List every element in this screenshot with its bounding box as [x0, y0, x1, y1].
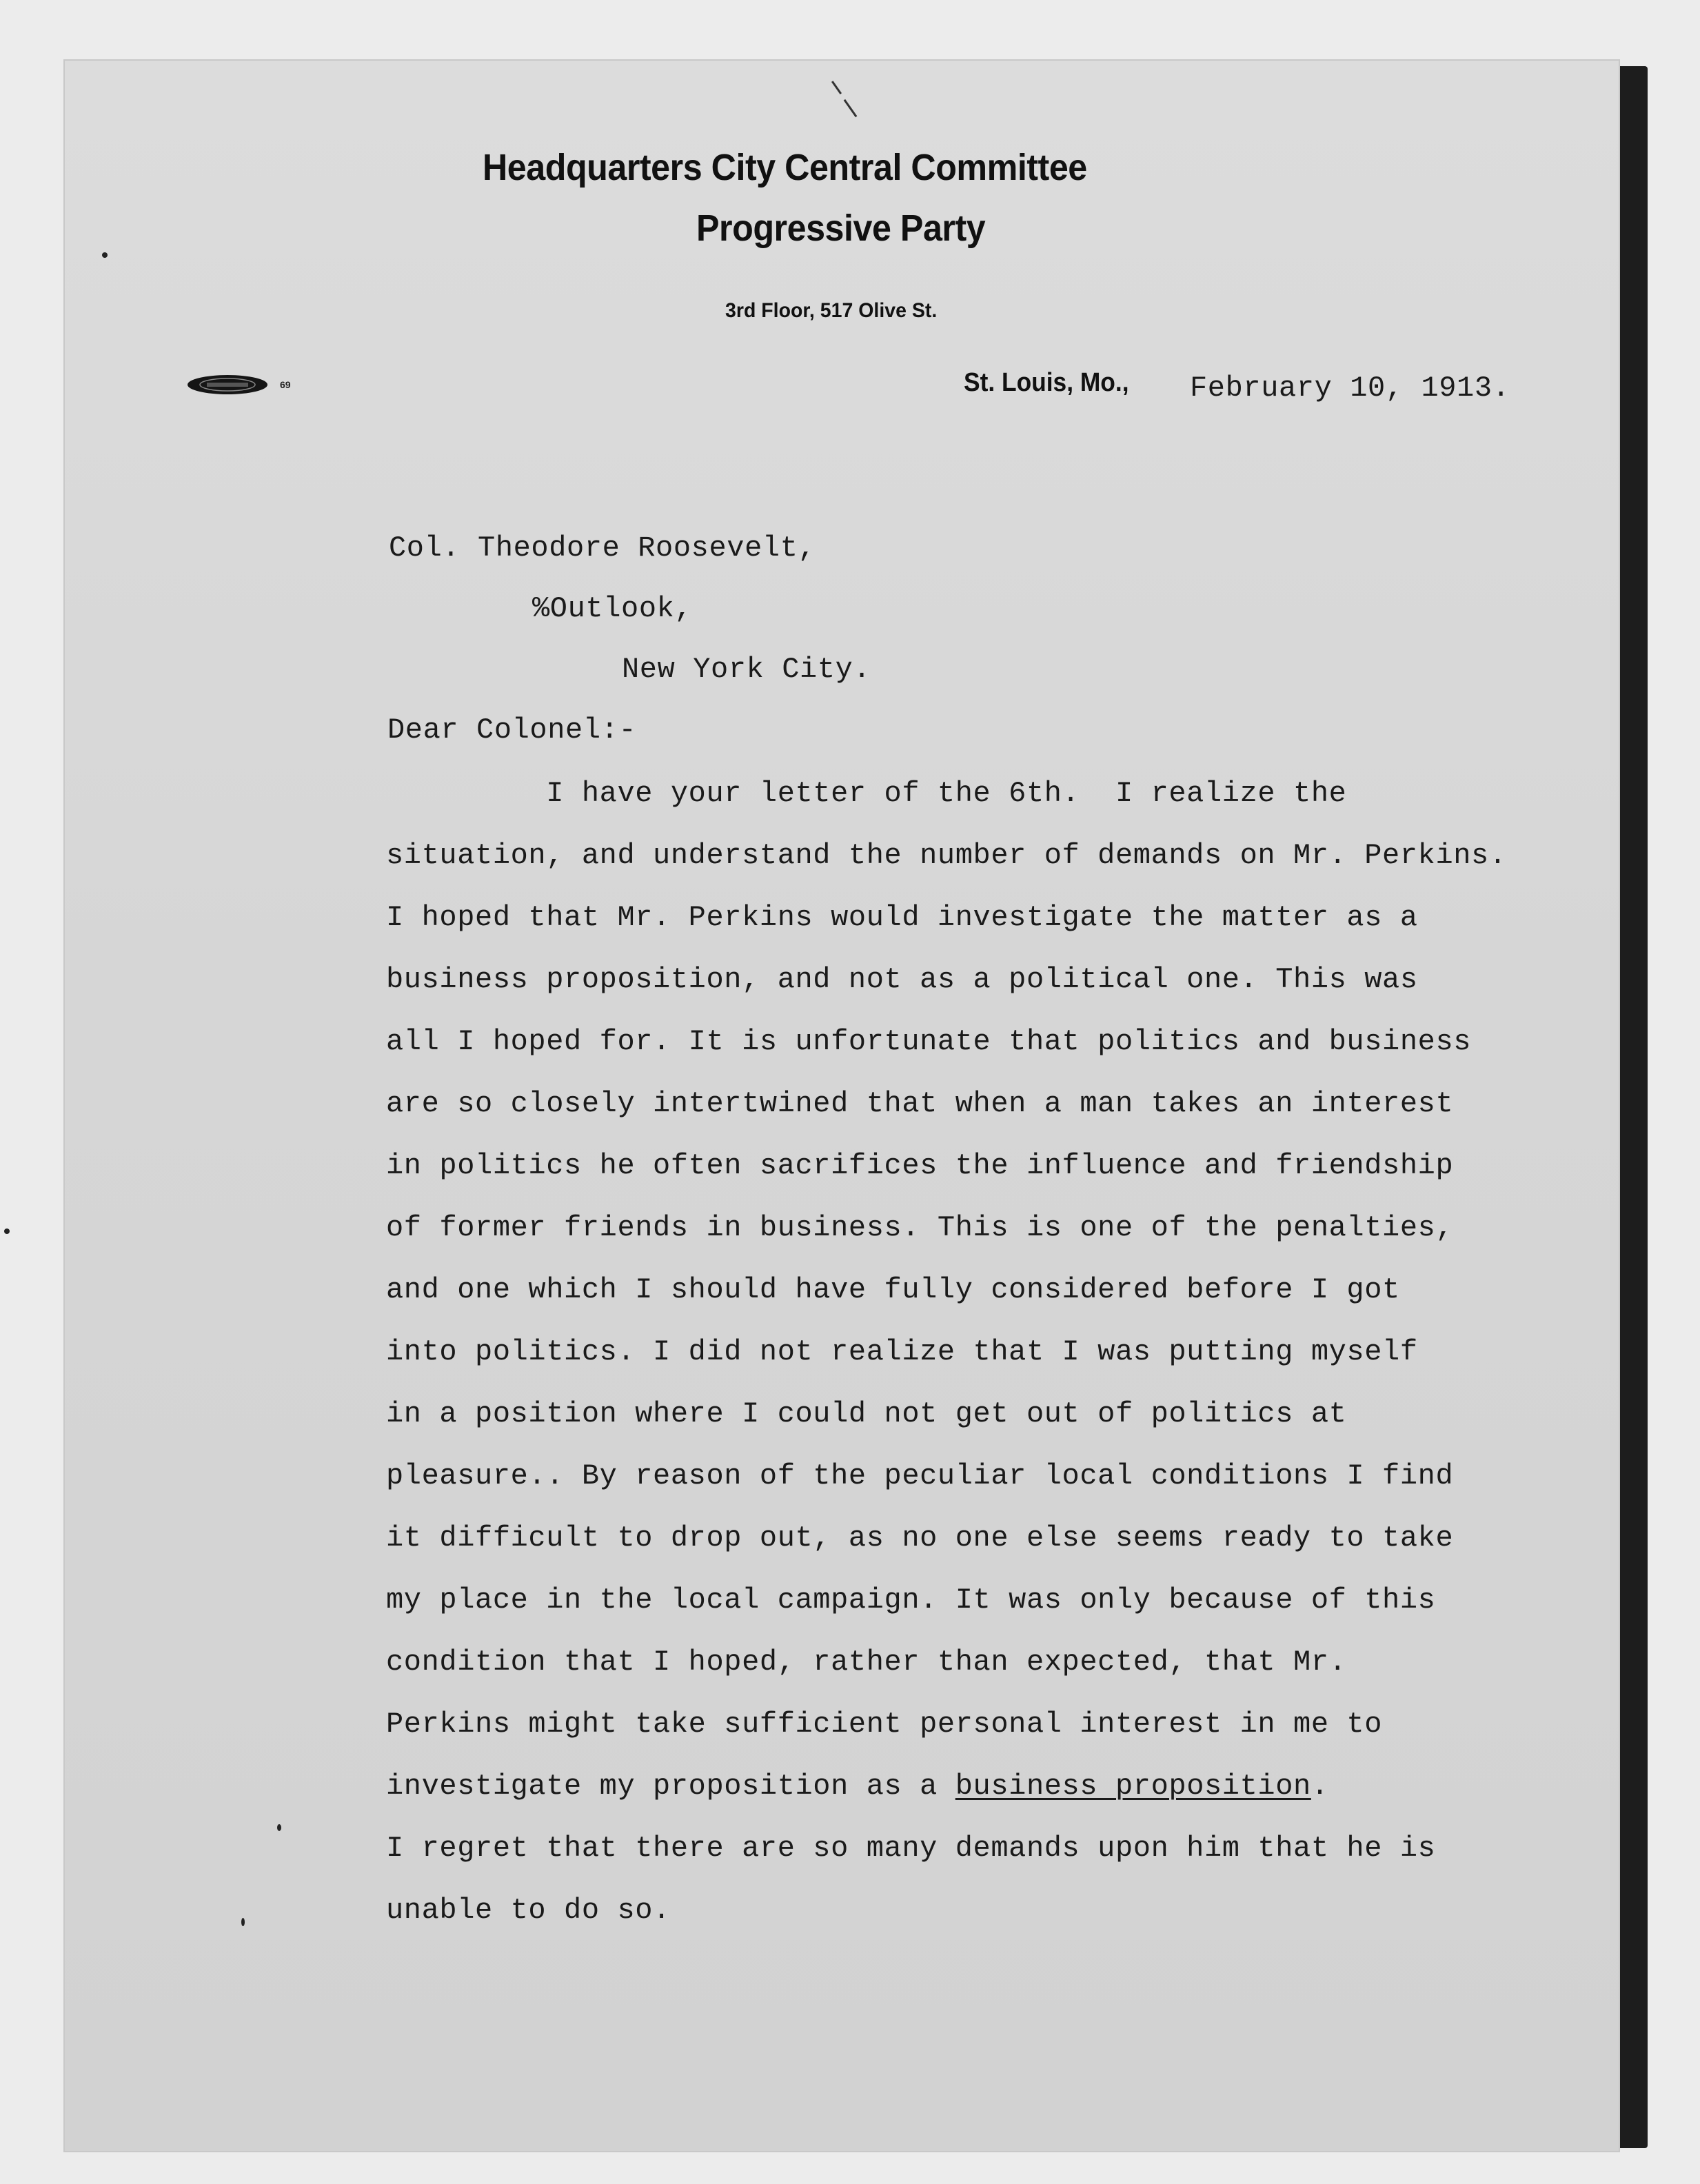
body-line-with-underline [386, 1772, 1329, 1801]
underlined-phrase: business proposition [955, 1770, 1311, 1803]
letter-sheet [63, 59, 1620, 2152]
body-line: and one which I should have fully considered before I got [386, 1273, 1400, 1306]
scan-speck [102, 252, 108, 258]
body-line-prefix: investigate my proposition as a [386, 1770, 955, 1803]
body-line: into politics. I did not realize that I was putting myself [386, 1335, 1418, 1368]
letter-date: February 10, 1913. [1190, 372, 1510, 405]
letterhead-title: Headquarters City Central Committee [483, 147, 1087, 188]
body-line: pleasure.. By reason of the peculiar local conditions I find [386, 1459, 1454, 1493]
closing-line: unable to do so. [386, 1894, 671, 1927]
body-line: in a position where I could not get out of politics at [386, 1397, 1347, 1430]
scan-speck [241, 1918, 245, 1926]
salutation: Dear Colonel:- [387, 714, 637, 747]
letterhead-city: St. Louis, Mo., [964, 368, 1129, 397]
recipient-care-of: %Outlook, [532, 592, 693, 625]
body-line: I have your letter of the 6th. I realize the [386, 777, 1347, 810]
letterhead-party: Progressive Party [696, 208, 986, 249]
body-line-suffix: . [1311, 1770, 1329, 1803]
body-line: are so closely intertwined that when a man takes an interest [386, 1087, 1454, 1120]
union-label-seal-icon [186, 371, 269, 398]
closing-line: I regret that there are so many demands upon him that he is [386, 1832, 1436, 1865]
body-line: in politics he often sacrifices the influence and friendship [386, 1149, 1454, 1182]
body-line: of former friends in business. This is one of the penalties, [386, 1211, 1454, 1244]
body-line: situation, and understand the number of demands on Mr. Perkins. [386, 839, 1507, 872]
recipient-city: New York City. [622, 653, 871, 686]
body-line: business proposition, and not as a political one. This was [386, 963, 1418, 996]
letterhead [63, 59, 1620, 473]
letterhead-address: 3rd Floor, 517 Olive St. [725, 299, 938, 322]
body-line: Perkins might take sufficient personal interest in me to [386, 1708, 1383, 1741]
union-label-number: 69 [280, 379, 291, 390]
body-line: condition that I hoped, rather than expected, that Mr. [386, 1646, 1347, 1679]
recipient-name: Col. Theodore Roosevelt, [389, 532, 816, 565]
scan-speck [277, 1824, 281, 1831]
scan-speck [4, 1228, 10, 1234]
body-line: I hoped that Mr. Perkins would investigate the matter as a [386, 901, 1418, 934]
body-line: it difficult to drop out, as no one else seems ready to take [386, 1521, 1454, 1555]
body-line: my place in the local campaign. It was only because of this [386, 1584, 1436, 1617]
body-line: all I hoped for. It is unfortunate that politics and business [386, 1025, 1472, 1058]
